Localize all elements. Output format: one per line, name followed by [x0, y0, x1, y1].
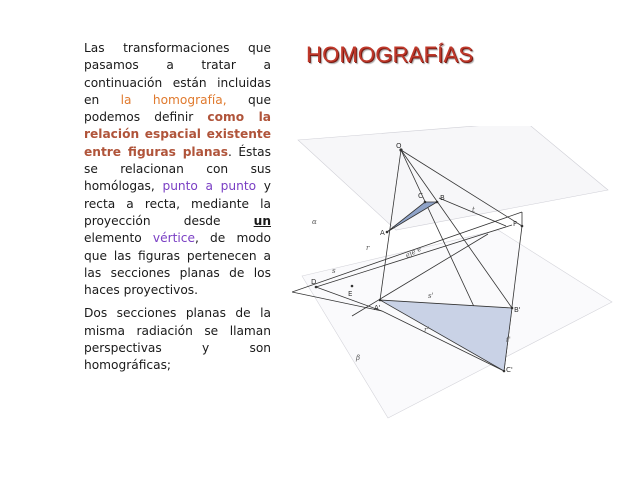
- paragraph-perspectivas: Dos secciones planas de la misma radiación se llaman perspectivas y son homográficas;: [84, 306, 271, 373]
- label-eje: eje e: [404, 244, 423, 260]
- point-d: [315, 286, 318, 289]
- label-f: F: [513, 220, 518, 228]
- label-beta: β: [356, 354, 361, 362]
- underlined-un: un: [253, 213, 271, 228]
- body-text: [84, 40, 271, 381]
- label-a-prime: A': [374, 304, 381, 312]
- label-d: D: [311, 278, 317, 286]
- text-segment: , de modo que las figuras pertenecen a las secciones planas de los haces proyectivos.: [84, 231, 271, 298]
- point-c: [424, 201, 427, 204]
- point-f: [521, 225, 524, 228]
- highlight-homografia: la homografía,: [120, 92, 227, 107]
- label-s-prime: s': [428, 292, 434, 300]
- label-e: E: [348, 290, 353, 298]
- highlight-punto-a-punto: punto a punto: [162, 179, 257, 194]
- label-s: s: [332, 267, 336, 275]
- label-t: t: [472, 206, 475, 214]
- label-r-prime: r': [424, 326, 430, 334]
- label-c: C: [418, 192, 423, 200]
- label-t-prime: t': [506, 336, 511, 344]
- paragraph-definition: [84, 40, 271, 299]
- diagram-svg: [292, 126, 614, 422]
- text-segment: que podemos definir: [84, 92, 271, 125]
- point-e: [351, 285, 354, 288]
- point-b: [436, 201, 439, 204]
- label-a: A: [380, 229, 385, 237]
- label-alpha: α: [312, 218, 317, 226]
- text-segment: Las transformaciones que pasamos a tratar a continuación están incluidas en: [84, 41, 271, 107]
- slide-title: HOMOGRAFÍAS: [306, 42, 474, 67]
- text-segment: . Éstas se relacionan con sus homólogas,: [84, 144, 271, 194]
- label-c-prime: C': [506, 366, 513, 374]
- homography-diagram: [292, 126, 614, 422]
- label-r: r: [366, 244, 370, 252]
- point-b-prime: [511, 307, 514, 310]
- text-segment: y recta a recta, mediante la proyección desde: [84, 179, 271, 228]
- point-a: [386, 231, 389, 234]
- plane-alpha: [298, 126, 608, 230]
- label-o: O: [396, 142, 402, 150]
- highlight-definition: como la relación espacial existente entre figuras planas: [84, 110, 271, 159]
- text-segment: elemento: [84, 231, 153, 246]
- highlight-vertice: vértice: [152, 231, 195, 246]
- point-c-prime: [503, 370, 506, 373]
- label-b-prime: B': [514, 306, 521, 314]
- label-b: B: [440, 194, 445, 202]
- point-a-prime: [379, 299, 382, 302]
